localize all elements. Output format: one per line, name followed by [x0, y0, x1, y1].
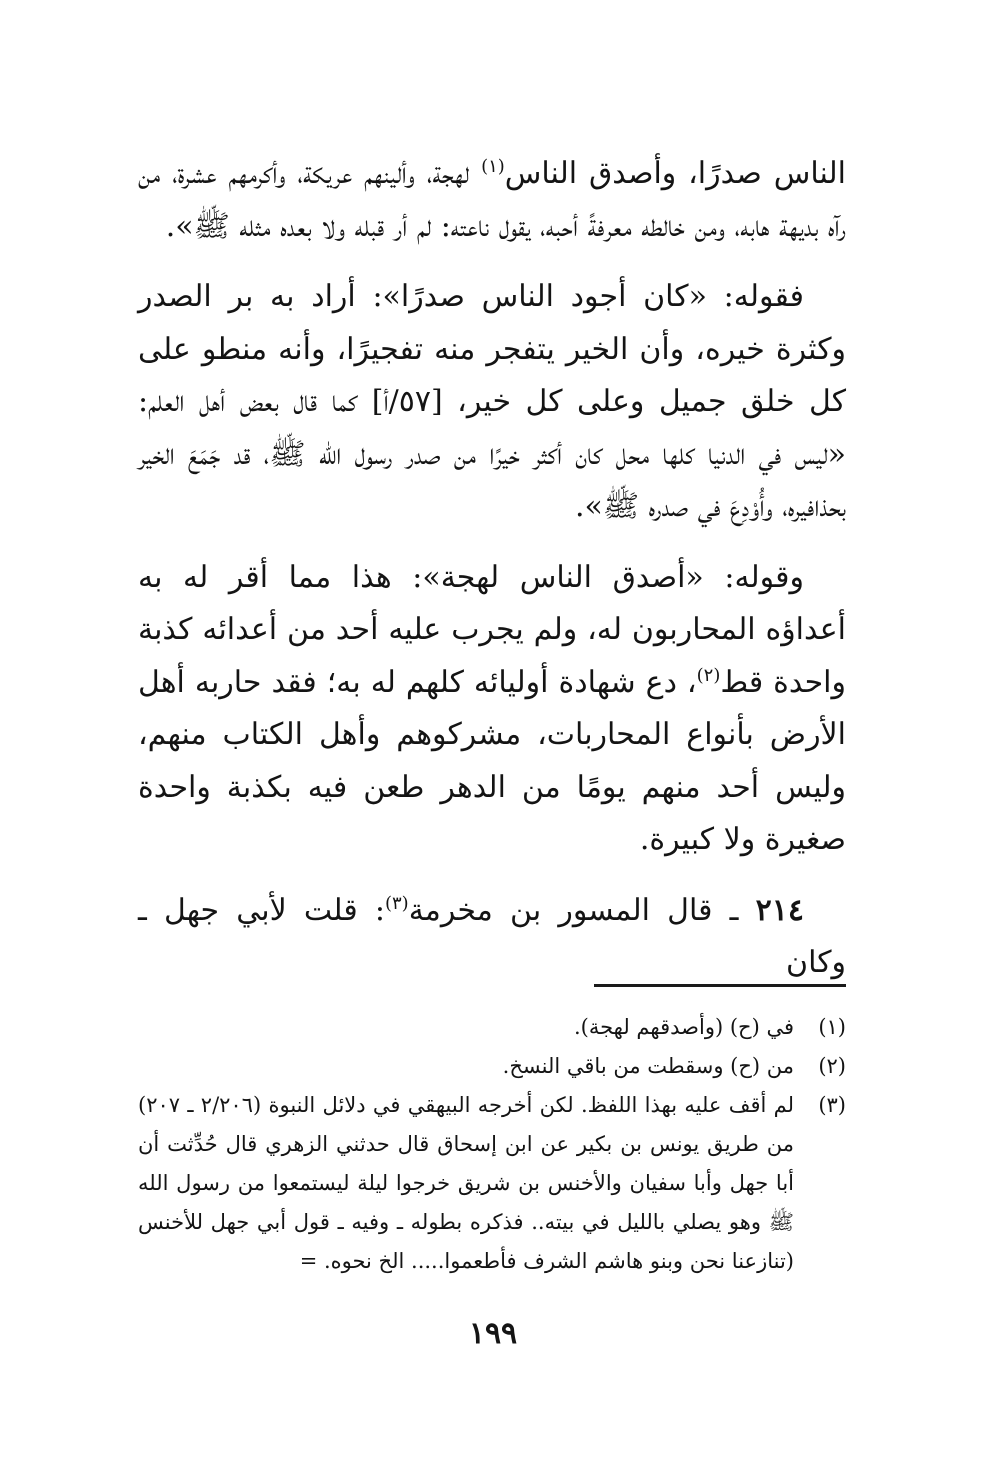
footnotes	[138, 1008, 846, 1281]
paragraph-2: فقوله: «كان أجود الناس صدرًا»: أراد به بر الصدر وكثرة خيره، وأن الخير يتفجر منه تفجيرًا، وأنه منطو على كل خلق جميل وعلى كل خير، [٥٧/أ] كما قال بعض أهل العلم: «ليس في الدنيا كلها محل كان أكثر خيرًا من صدر رسول الله ﷺ، قد جَمَعَ الخير بحذافيره، وأُوْدِعَ في صدره ﷺ».	[138, 279, 846, 524]
paragraph-4	[138, 885, 846, 990]
main-text	[138, 148, 846, 1008]
footnote-ref-3: (٣)	[384, 892, 409, 914]
footnote-2	[138, 1047, 846, 1086]
paragraph-4-part-a: ـ قال المسور بن مخرمة	[408, 892, 756, 928]
footnote-ref-2: (٢)	[696, 664, 721, 686]
footnote-1	[138, 1008, 846, 1047]
paragraph-4-part-b: : قلت لأبي جهل ـ وكان	[138, 892, 846, 980]
footnote-marker: (٣)	[818, 1093, 846, 1117]
paragraph-3	[138, 552, 846, 867]
paragraph-3-part-b: ، دع شهادة أوليائه كلهم له به؛ فقد حاربه أهل الأرض بأنواع المحاربات، مشركوهم وأهل الكتاب منهم، وليس أحد منهم يومًا من الدهر طعن فيه بكذبة واحدة صغيرة ولا كبيرة.	[138, 664, 846, 857]
paragraph-1-part-a: الناس صدرًا، وأصدق الناس	[504, 156, 846, 191]
footnote-text: في (ح) (وأصدقهم لهجة).	[574, 1015, 794, 1039]
footnote-text: لم أقف عليه بهذا اللفظ. لكن أخرجه البيهقي في دلائل النبوة (٢/٢٠٦ ـ ٢٠٧) من طريق يونس بن بكير عن ابن إسحاق قال حدثني الزهري قال حُدِّثت أن أبا جهل وأبا سفيان والأخنس بن شريق خرجوا ليلة ليستمعوا من رسول الله ﷺ وهو يصلي بالليل في بيته.. فذكره بطوله ـ وفيه ـ قول أبي جهل للأخنس (تنازعنا نحن وبنو هاشم الشرف فأطعموا..... الخ نحوه. =	[138, 1093, 794, 1273]
page-number: ١٩٩	[468, 1316, 518, 1351]
hadith-number: ٢١٤	[755, 892, 804, 928]
footnote-marker: (١)	[818, 1015, 846, 1039]
paragraph-3-part-a: وقوله: «أصدق الناس لهجة»: هذا مما أقر له به أعداؤه المحاربون له، ولم يجرب عليه أحد من أعدائه كذبة واحدة قط	[138, 559, 846, 700]
footnote-separator	[594, 984, 846, 987]
footnote-3	[138, 1086, 846, 1281]
footnote-marker: (٢)	[818, 1054, 846, 1078]
footnote-ref-1: (١)	[481, 156, 505, 177]
paragraph-1-part-b: لهجة، وألينهم عريكة، وأكرمهم عشرة، من رآه بديهة هابه، ومن خالطه معرفةً أحبه، يقول ناعته: لم أر قبله ولا بعده مثله ﷺ».	[138, 156, 846, 244]
footnote-text: من (ح) وسقطت من باقي النسخ.	[502, 1054, 794, 1078]
paragraph-1	[138, 148, 846, 253]
